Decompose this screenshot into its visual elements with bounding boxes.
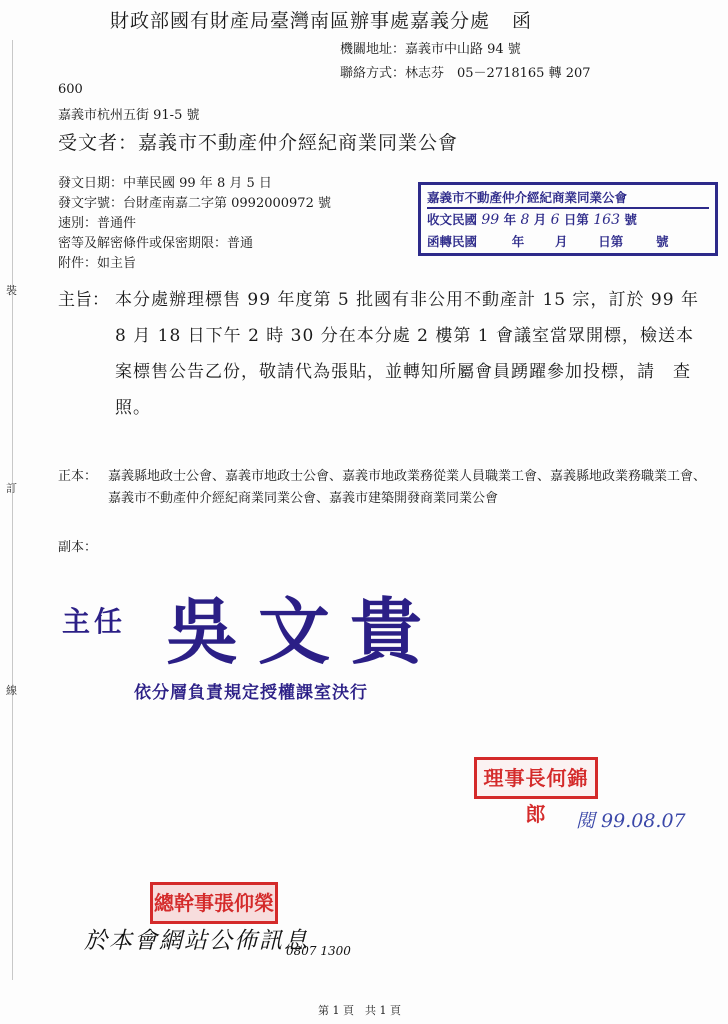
document-number: 發文字號：台財產南嘉二字第 0992000972 號 (58, 196, 331, 211)
forward-number-unit: 號 (655, 234, 669, 249)
copy-recipients-label: 副本： (58, 540, 98, 555)
forward-year-unit: 年 (511, 234, 525, 249)
secretary-seal: 總幹事張仰榮 (150, 882, 278, 924)
delegation-note: 依分層負責規定授權課室決行 (134, 683, 368, 703)
recipient-zip: 600 (58, 82, 83, 97)
receipt-stamp-received-row (427, 209, 709, 231)
recipient-name: 受文者：嘉義市不動產仲介經紀商業同業公會 (58, 132, 459, 154)
received-prefix: 收文民國 (427, 212, 478, 227)
received-day: 6 (550, 212, 560, 228)
subject-section (58, 282, 708, 426)
binding-mark-ding: 訂 (6, 482, 17, 495)
signatory-title: 主任 (62, 605, 127, 638)
document-kind: 函 (512, 10, 533, 32)
month-unit: 月 (533, 212, 547, 227)
handwritten-note: 於本會網站公佈訊息 (84, 928, 309, 954)
subject-label: 主旨： (58, 290, 109, 310)
original-recipients (58, 466, 718, 510)
binding-line (12, 40, 13, 980)
delivery-speed: 速別：普通件 (58, 216, 137, 231)
subject-text: 本分處辦理標售 99 年度第 5 批國有非公用不動產計 15 宗，訂於 99 年 8 月 18 日下午 2 時 30 分在本分處 2 樓第 1 會議室當眾開標，檢送本案標售公告乙份，敬請代為張貼，並轉知所屬會員踴躍參加投標，請 查照。 (115, 290, 699, 418)
year-unit: 年 (503, 212, 517, 227)
agency-address: 機關地址：嘉義市中山路 94 號 (340, 42, 521, 57)
number-unit: 號 (624, 212, 637, 227)
original-recipients-text: 嘉義縣地政士公會、嘉義市地政士公會、嘉義市地政業務從業人員職業工會、嘉義縣地政業務職業工會、嘉義市不動產仲介經紀商業同業公會、嘉義市建築開發商業同業公會 (108, 469, 707, 506)
attachment: 附件：如主旨 (58, 256, 137, 271)
receipt-stamp-org: 嘉義市不動產仲介經紀商業同業公會 (427, 187, 709, 209)
received-year: 99 (481, 212, 500, 228)
forward-month-unit: 月 (554, 234, 568, 249)
binding-mark-zhuang: 裝 (6, 284, 17, 297)
signatory-name-seal: 吳文貴 (166, 589, 443, 674)
forward-day-unit: 日第 (598, 234, 624, 249)
binding-mark-xian: 線 (6, 684, 17, 697)
day-unit: 日第 (563, 212, 589, 227)
chairman-seal: 理事長何錦郎 (474, 757, 598, 799)
handwritten-note-date: 0807 1300 (286, 944, 351, 958)
handwritten-read-initial: 閱 99.08.07 (576, 810, 686, 832)
received-month: 8 (520, 212, 530, 228)
page-number: 第 1 頁 共 1 頁 (318, 1004, 401, 1017)
agency-contact: 聯絡方式：林志芬 05－2718165 轉 207 (340, 66, 591, 81)
letter-header-title (110, 6, 532, 33)
receipt-stamp (418, 182, 718, 256)
issue-date: 發文日期：中華民國 99 年 8 月 5 日 (58, 176, 272, 191)
receipt-stamp-forward-row (427, 231, 709, 253)
received-number: 163 (593, 212, 620, 228)
forward-prefix: 函轉民國 (427, 234, 478, 249)
recipient-address: 嘉義市杭州五街 91-5 號 (58, 108, 200, 123)
agency-name: 財政部國有財產局臺灣南區辦事處嘉義分處 (110, 10, 491, 32)
security-level: 密等及解密條件或保密期限：普通 (58, 236, 254, 251)
original-label: 正本： (58, 469, 98, 484)
